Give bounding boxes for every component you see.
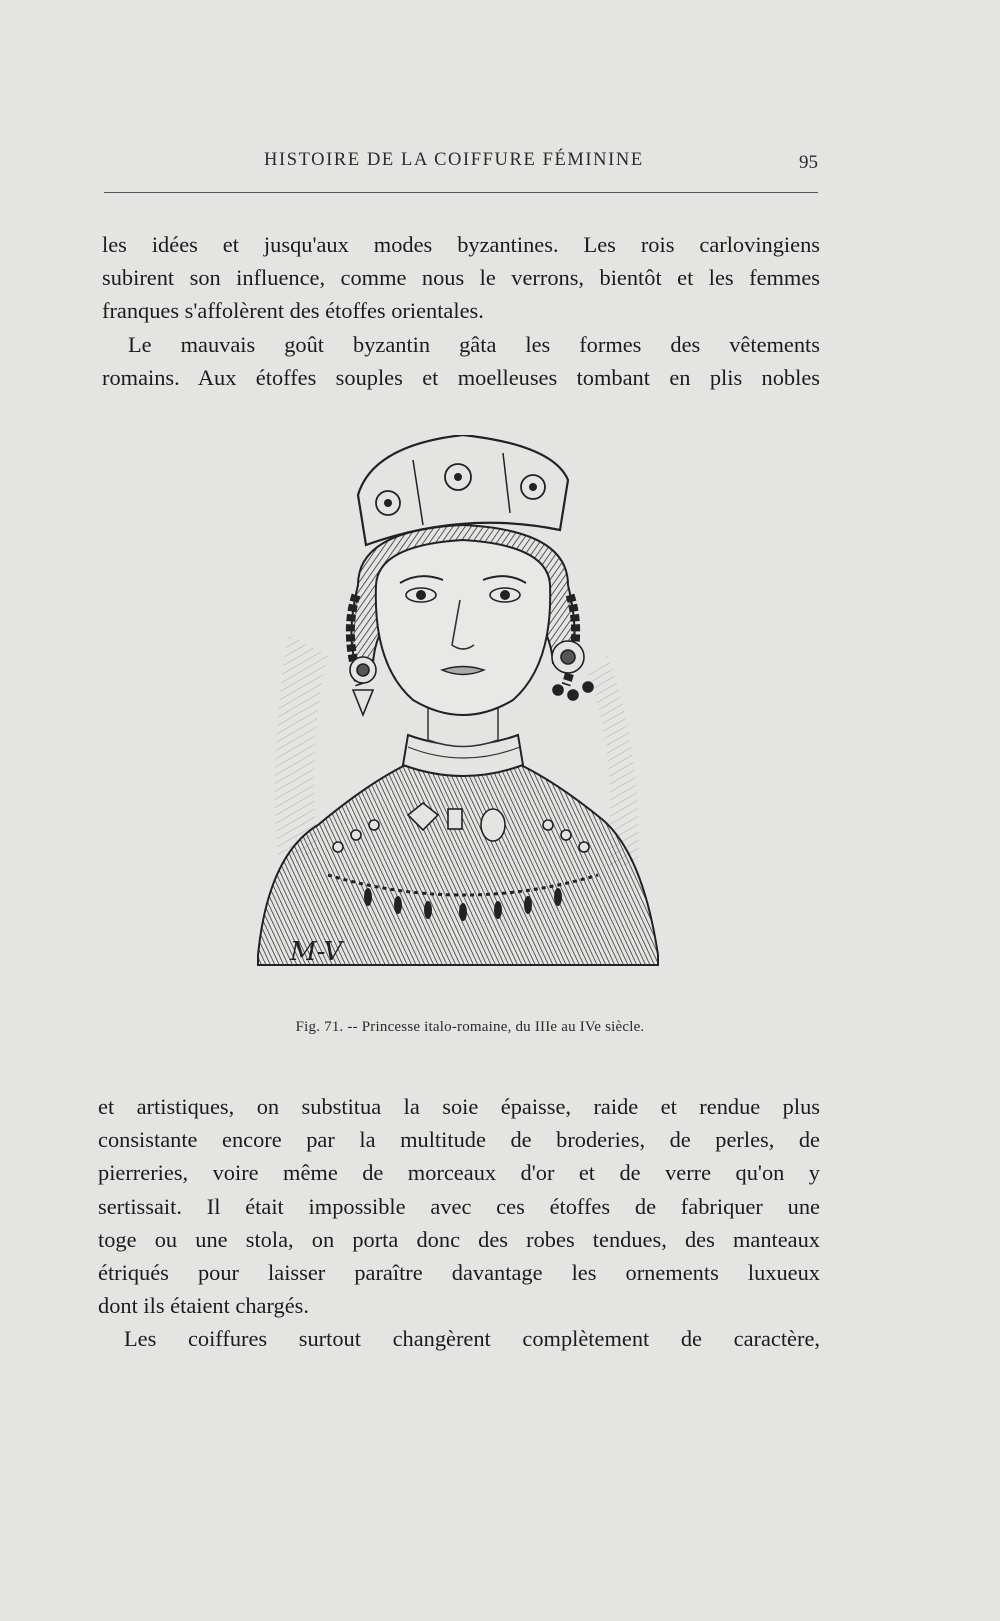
figure-caption: Fig. 71. -- Princesse italo-romaine, du IIIe au IVe siècle. <box>295 1019 645 1035</box>
figure-illustration <box>248 435 678 1000</box>
page-number: 95 <box>799 152 818 173</box>
text-line: dont ils étaient chargés. <box>98 1293 309 1319</box>
text-block-top <box>102 228 820 394</box>
text-line: toge ou une stola, on porta donc des robes tendues, des manteaux <box>98 1226 820 1252</box>
text-line: sertissait. Il était impossible avec ces étoffes de fabriquer une <box>98 1193 820 1219</box>
text-line: et artistiques, on substitua la soie épaisse, raide et rendue plus <box>98 1094 820 1119</box>
text-line: les idées et jusqu'aux modes byzantines. Les rois carlovingiens <box>102 232 820 257</box>
running-head <box>104 146 818 176</box>
text-line: Les coiffures surtout changèrent complètement de caractère, <box>124 1326 820 1352</box>
paragraph-2-cont <box>102 361 820 394</box>
paragraph-1-end <box>102 294 820 327</box>
running-title: HISTOIRE DE LA COIFFURE FÉMININE <box>264 150 644 170</box>
text-line: subirent son influence, comme nous le verrons, bientôt et les femmes <box>102 265 820 291</box>
paragraph-3-end <box>98 1289 820 1322</box>
header-rule <box>104 192 818 193</box>
text-line: pierreries, voire même de morceaux d'or et de verre qu'on y <box>98 1160 820 1186</box>
text-line: étriqués pour laisser paraître davantage les ornements luxueux <box>98 1260 820 1286</box>
text-line: franques s'affolèrent des étoffes orientales. <box>102 298 484 324</box>
paragraph-4 <box>98 1322 820 1355</box>
paragraph-2 <box>102 328 820 361</box>
text-line: consistante encore par la multitude de broderies, de perles, de <box>98 1127 820 1153</box>
paragraph-1 <box>102 228 820 294</box>
artist-signature: M-V <box>290 937 343 967</box>
text-line: romains. Aux étoffes souples et moelleuses tombant en plis nobles <box>102 364 820 390</box>
text-line: Le mauvais goût byzantin gâta les formes des vêtements <box>128 331 820 357</box>
portrait-engraving <box>248 435 678 1000</box>
paragraph-3 <box>98 1090 820 1289</box>
text-block-bottom <box>98 1090 820 1356</box>
